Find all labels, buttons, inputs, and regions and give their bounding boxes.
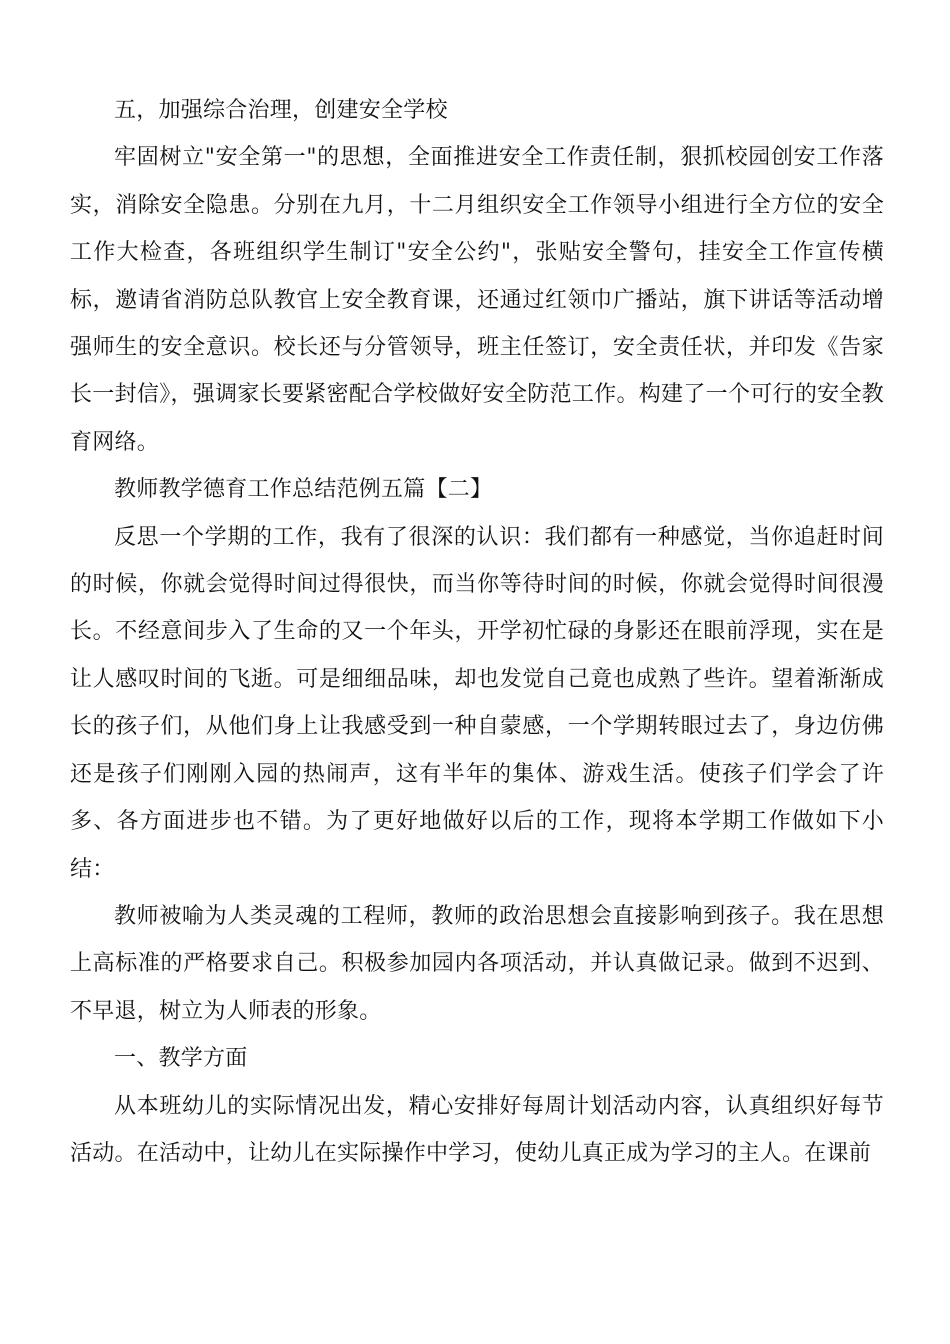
body-paragraph-teacher-ethics: 教师被喻为人类灵魂的工程师，教师的政治思想会直接影响到孩子。我在思想上高标准的严格要求自己。积极参加园内各项活动，并认真做记录。做到不迟到、不早退，树立为人师表的形象。 bbox=[70, 903, 884, 1024]
section-heading-comprehensive-governance: 五，加强综合治理，创建安全学校 bbox=[114, 98, 448, 123]
body-paragraph-semester-reflection: 反思一个学期的工作，我有了很深的认识：我们都有一种感觉，当你追赶时间的时候，你就会觉得时间过得很快，而当你等待时间的时候，你就会觉得时间很漫长。不经意间步入了生命的又一个年头，开学初忙碌的身影还在眼前浮现，实在是让人感叹时间的飞逝。可是细细品味，却也发觉自己竟也成熟了些许。望着渐渐成长的孩子们，从他们身上让我感受到一种自蒙感，一个学期转眼过去了，身边仿佛还是孩子们刚刚入园的热闹声，这有半年的集体、游戏生活。使孩子们学会了许多、各方面进步也不错。为了更好地做好以后的工作，现将本学期工作做如下小结： bbox=[70, 524, 884, 882]
article-title-part-two: 教师教学德育工作总结范例五篇【二】 bbox=[114, 477, 493, 503]
body-paragraph-teaching-plan: 从本班幼儿的实际情况出发，精心安排好每周计划活动内容，认真组织好每节活动。在活动中，让幼儿在实际操作中学习，使幼儿真正成为学习的主人。在课前 bbox=[70, 1093, 884, 1166]
body-paragraph-safety-work: 牢固树立"安全第一"的思想，全面推进安全工作责任制，狠抓校园创安工作落实，消除安全隐患。分别在九月，十二月组织安全工作领导小组进行全方位的安全工作大检查，各班组织学生制订"安全公约"，张贴安全警句，挂安全工作宣传横标，邀请省消防总队教官上安全教育课，还通过红领巾广播站，旗下讲话等活动增强师生的安全意识。校长还与分管领导，班主任签订，安全责任状，并印发《告家长一封信》，强调家长要紧密配合学校做好安全防范工作。构建了一个可行的安全教育网络。 bbox=[70, 145, 884, 455]
document-page bbox=[70, 87, 884, 1177]
section-heading-teaching: 一、教学方面 bbox=[114, 1046, 248, 1072]
